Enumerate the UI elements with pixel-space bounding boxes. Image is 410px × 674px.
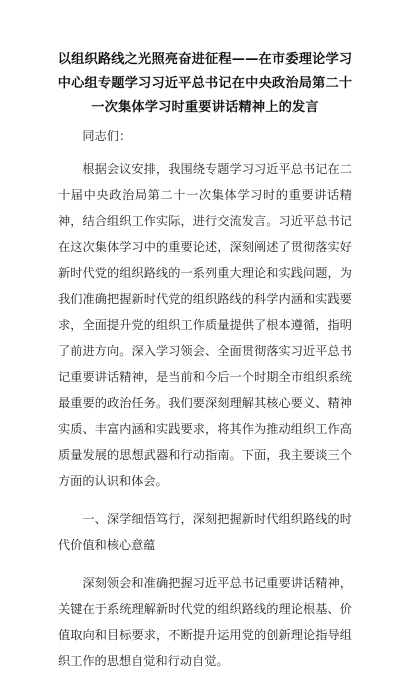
body-paragraph-intro: 根据会议安排，我围绕专题学习习近平总书记在二十届中央政治局第二十一次集体学习时的重要讲话精神，结合组织工作实际，进行交流发言。习近平总书记在这次集体学习中的重要论述，深刻阐述了贯彻落实好新时代党的组织路线的一系列重大理论和实践问题，为我们准确把握新时代党的组织路线的科学内涵和实践要求，全面提升党的组织工作质量提供了根本遵循，指明了前进方向。深入学习领会、全面贯彻落实习近平总书记重要讲话精神，是当前和今后一个时期全市组织系统最重要的政治任务。我们要深刻理解其核心要义、精神实质、丰富内涵和实践要求，将其作为推动组织工作高质量发展的思想武器和行动指南。下面，我主要谈三个方面的认识和体会。 xyxy=(58,162,352,488)
salutation: 同志们： xyxy=(82,129,132,143)
section-heading-1: 一、深学细悟笃行，深刻把握新时代组织路线的时代价值和核心意蕴 xyxy=(58,512,352,553)
body-paragraph-section-1: 深刻领会和准确把握习近平总书记重要讲话精神，关键在于系统理解新时代党的组织路线的理论根基、价值取向和目标要求，不断提升运用党的创新理论指导组织工作的思想自觉和行动自觉。 xyxy=(58,576,352,669)
document-title: 以组织路线之光照亮奋进征程——在市委理论学习中心组专题学习习近平总书记在中央政治局第二十一次集体学习时重要讲话精神上的发言 xyxy=(57,52,353,115)
